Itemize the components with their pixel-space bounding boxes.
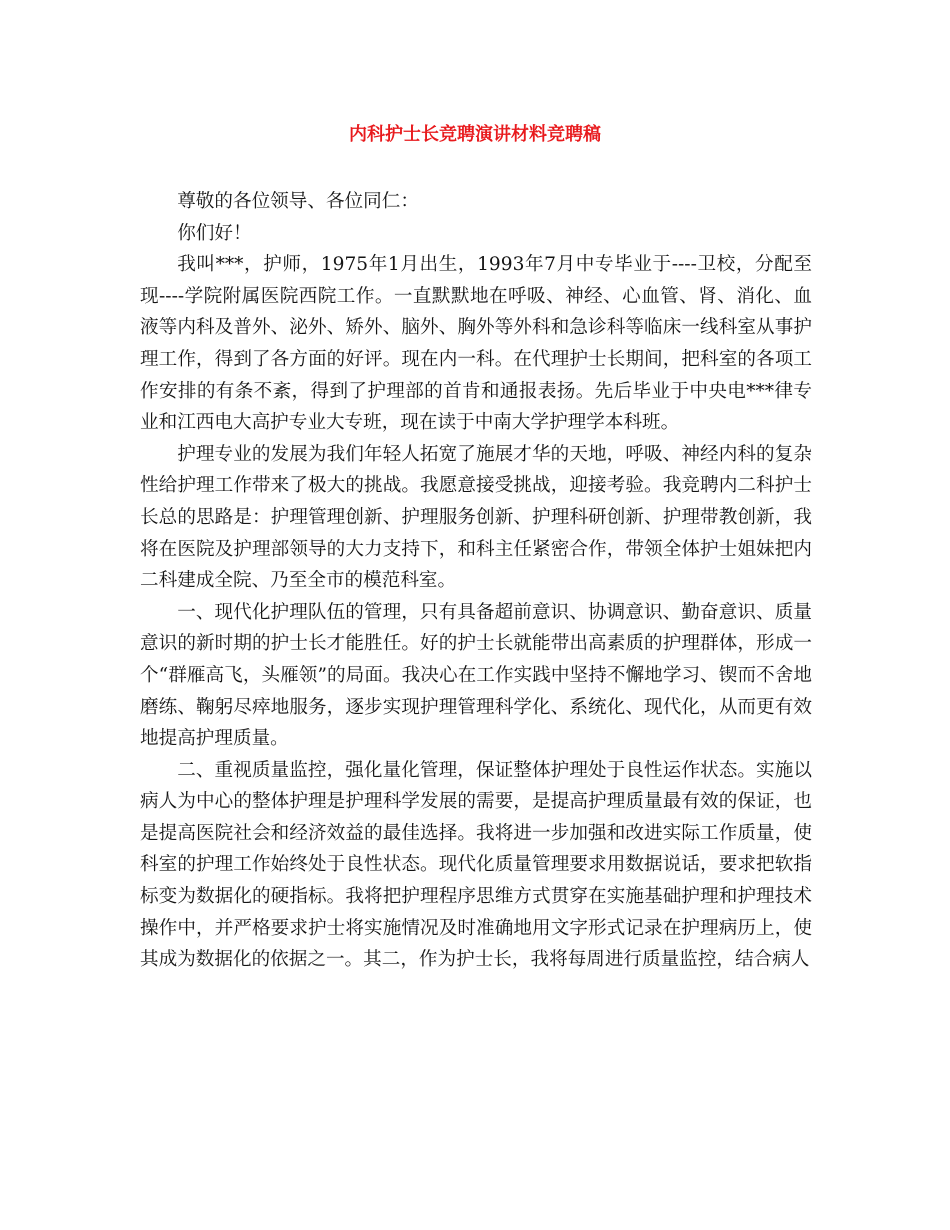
- paragraph-self-introduction: 我叫***，护师，1975年1月出生，1993年7月中专毕业于----卫校，分配至现----学院附属医院西院工作。一直默默地在呼吸、神经、心血管、肾、消化、血液等内科及普外、泌外、矫外、脑外、胸外等外科和急诊科等临床一线科室从事护理工作，得到了各方面的好评。现在内一科。在代理护士长期间，把科室的各项工作安排的有条不紊，得到了护理部的首肯和通报表扬。先后毕业于中央电***律专业和江西电大高护专业大专班，现在读于中南大学护理学本科班。: [140, 254, 812, 434]
- paragraph-point-two: 二、重视质量监控，强化量化管理，保证整体护理处于良性运作状态。实施以病人为中心的整体护理是护理科学发展的需要，是提高护理质量最有效的保证，也是提高医院社会和经济效益的最佳选择。我将进一步加强和改进实际工作质量，使科室的护理工作始终处于良性状态。现代化质量管理要求用数据说话，要求把软指标变为数据化的硬指标。我将把护理程序思维方式贯穿在实施基础护理和护理技术操作中，并严格要求护士将实施情况及时准确地用文字形式记录在护理病历上，使其成为数据化的依据之一。其二，作为护士长，我将每周进行质量监控，结合病人: [140, 759, 812, 971]
- paragraph-point-one: 一、现代化护理队伍的管理，只有具备超前意识、协调意识、勤奋意识、质量意识的新时期的护士长才能胜任。好的护士长就能带出高素质的护理群体，形成一个“群雁高飞，头雁领”的局面。我决心在工作实践中坚持不懈地学习、锲而不舍地磨练、鞠躬尽瘁地服务，逐步实现护理管理科学化、系统化、现代化，从而更有效地提高护理质量。: [140, 601, 812, 750]
- paragraph-approach: 护理专业的发展为我们年轻人拓宽了施展才华的天地，呼吸、神经内科的复杂性给护理工作带来了极大的挑战。我愿意接受挑战，迎接考验。我竞聘内二科护士长总的思路是：护理管理创新、护理服务创新、护理科研创新、护理带教创新，我将在医院及护理部领导的大力支持下，和科主任紧密合作，带领全体护士姐妹把内二科建成全院、乃至全市的模范科室。: [140, 443, 812, 592]
- document-body: [140, 186, 812, 976]
- salutation: 尊敬的各位领导、各位同仁：: [177, 191, 419, 212]
- document-title: 内科护士长竞聘演讲材料竞聘稿: [349, 124, 601, 145]
- greeting: 你们好！: [177, 222, 252, 244]
